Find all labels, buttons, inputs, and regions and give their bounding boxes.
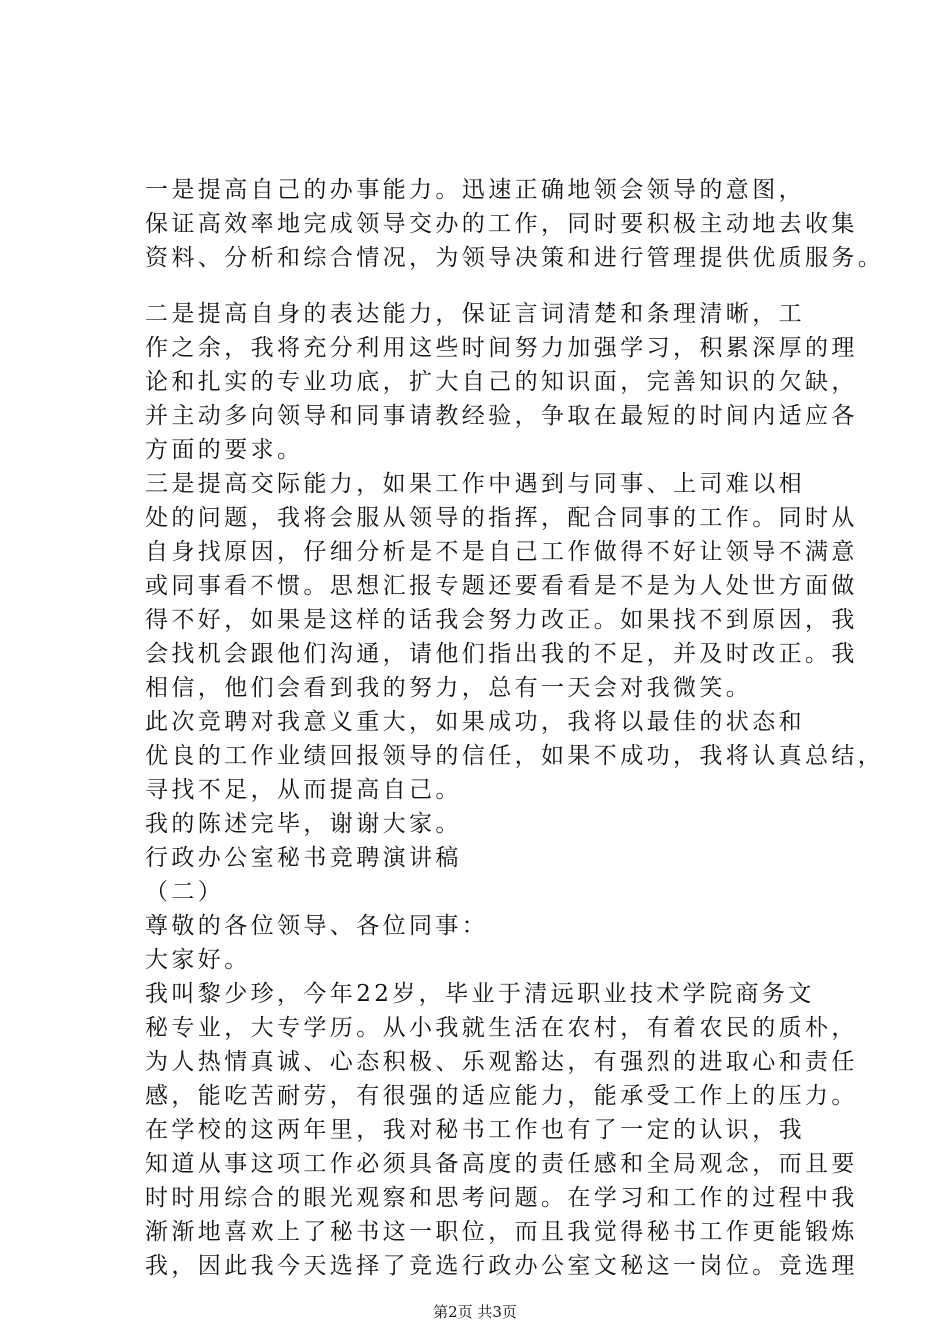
text-line: 时时用综合的眼光观察和思考问题。在学习和工作的过程中我 bbox=[145, 1185, 858, 1211]
text-line: 在学校的这两年里，我对秘书工作也有了一定的认识，我 bbox=[145, 1117, 805, 1143]
page-footer: 第2页 共3页 bbox=[433, 1303, 517, 1321]
text-line: 我，因此我今天选择了竞选行政办公室文秘这一岗位。竞选理 bbox=[145, 1253, 858, 1279]
text-line: 或同事看不惯。思想汇报专题还要看看是不是为人处世方面做 bbox=[145, 573, 858, 599]
text-line: 保证高效率地完成领导交办的工作，同时要积极主动地去收集 bbox=[145, 211, 858, 237]
text-line: 感，能吃苦耐劳，有很强的适应能力，能承受工作上的压力。 bbox=[145, 1083, 858, 1109]
text-line: 三是提高交际能力，如果工作中遇到与同事、上司难以相 bbox=[145, 471, 805, 497]
text-line: 自身找原因，仔细分析是不是自己工作做得不好让领导不满意 bbox=[145, 539, 858, 565]
text-line: 我叫黎少珍，今年22岁，毕业于清远职业技术学院商务文 bbox=[145, 981, 815, 1007]
text-line: 二是提高自身的表达能力，保证言词清楚和条理清晰，工 bbox=[145, 301, 805, 327]
text-line: 一是提高自己的办事能力。迅速正确地领会领导的意图， bbox=[145, 177, 805, 203]
text-line: 相信，他们会看到我的努力，总有一天会对我微笑。 bbox=[145, 675, 753, 701]
text-line: 知道从事这项工作必须具备高度的责任感和全局观念，而且要 bbox=[145, 1151, 858, 1177]
text-line: 处的问题，我将会服从领导的指挥，配合同事的工作。同时从 bbox=[145, 505, 858, 531]
text-line: 为人热情真诚、心态积极、乐观豁达，有强烈的进取心和责任 bbox=[145, 1049, 858, 1075]
document-subtitle: 行政办公室秘书竞聘演讲稿 bbox=[145, 845, 462, 871]
greeting: 大家好。 bbox=[145, 947, 251, 973]
text-line: 秘专业，大专学历。从小我就生活在农村，有着农民的质朴， bbox=[145, 1015, 858, 1041]
text-line: 优良的工作业绩回报领导的信任，如果不成功，我将认真总结， bbox=[145, 743, 885, 769]
text-line: 资料、分析和综合情况，为领导决策和进行管理提供优质服务。 bbox=[145, 245, 885, 271]
section-number: （二） bbox=[145, 879, 225, 905]
text-line: 渐渐地喜欢上了秘书这一职位，而且我觉得秘书工作更能锻炼 bbox=[145, 1219, 858, 1245]
text-line: 得不好，如果是这样的话我会努力改正。如果找不到原因，我 bbox=[145, 607, 858, 633]
text-line: 会找机会跟他们沟通，请他们指出我的不足，并及时改正。我 bbox=[145, 641, 858, 667]
text-line: 并主动多向领导和同事请教经验，争取在最短的时间内适应各 bbox=[145, 403, 858, 429]
text-line: 寻找不足，从而提高自己。 bbox=[145, 777, 462, 803]
text-line: 作之余，我将充分利用这些时间努力加强学习，积累深厚的理 bbox=[145, 335, 858, 361]
text-line: 此次竞聘对我意义重大，如果成功，我将以最佳的状态和 bbox=[145, 709, 805, 735]
salutation: 尊敬的各位领导、各位同事： bbox=[145, 913, 489, 939]
text-line: 论和扎实的专业功底，扩大自己的知识面，完善知识的欠缺， bbox=[145, 369, 858, 395]
text-line: 我的陈述完毕，谢谢大家。 bbox=[145, 811, 462, 837]
text-line: 方面的要求。 bbox=[145, 437, 304, 463]
